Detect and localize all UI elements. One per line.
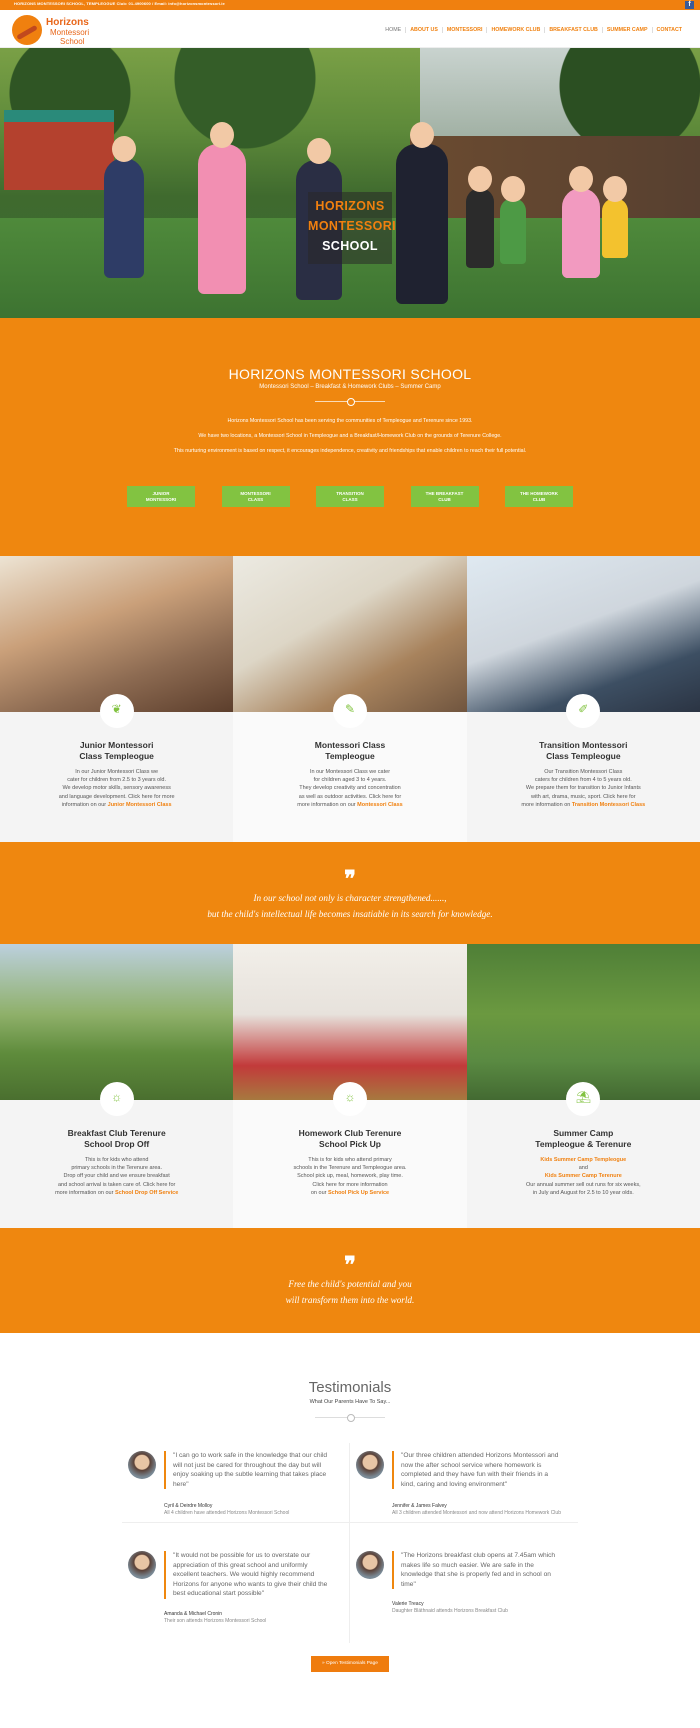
testimonial-quote: "Our three children attended Horizons Montessori and now the after school service where homework is completed and they have fun with their friends in a kind, caring and loving environment": [392, 1451, 562, 1489]
child-figure: [562, 188, 600, 278]
intro-subtitle: Montessori School – Breakfast & Homework Clubs – Summer Camp: [259, 384, 441, 390]
logo-text-school: School: [60, 37, 85, 46]
nav-homework-club[interactable]: HOMEWORK CLUB: [486, 27, 544, 33]
card-description: In our Montessori Class we cater for children aged 3 to 4 years. They develop creativity and concentration as well as outdoor activities. Click here for more information on our Montessori Class: [297, 769, 403, 808]
nav-contact[interactable]: CONTACT: [652, 27, 687, 33]
card-badge: [100, 1082, 134, 1116]
testimonial-author: Valerie Treacy Daughter Bláthnaid attends Horizons Breakfast Club: [392, 1601, 508, 1614]
quote-icon: ❞: [344, 1252, 356, 1277]
testimonial: [128, 1551, 338, 1624]
hero-title-line2: MONTESSORI: [308, 219, 397, 233]
montessori-class-button[interactable]: MONTESSORI CLASS: [222, 486, 290, 507]
outdoor-play-photo: [467, 944, 700, 1100]
card-badge: [333, 694, 367, 728]
card-breakfast-club: [0, 944, 233, 1228]
sun-icon: ☼: [111, 1090, 123, 1104]
top-info-bar: [0, 0, 700, 10]
card-badge: [333, 1082, 367, 1116]
summer-camp-templeogue-link[interactable]: Kids Summer Camp Templeogue: [540, 1157, 627, 1163]
classroom-photo: [467, 556, 700, 712]
sunset-icon: ⛱: [575, 1090, 591, 1104]
summer-camp-terenure-link[interactable]: Kids Summer Camp Terenure: [544, 1173, 622, 1180]
testimonial-author: Cyril & Deirdre Molloy All 4 children have attended Horizons Montessori School: [164, 1503, 290, 1516]
card-montessori-class: [233, 556, 466, 842]
card-description: Our Transition Montessori Class caters for children from 4 to 5 years old. We prepare them for transition to Junior Infants with art, drama, music, sport. Click here for more information on Transition Montessori Class: [521, 769, 646, 808]
intro-paragraph: We have two locations, a Montessori School in Templeogue and a Breakfast/Homework Club on the grounds of Terenure College.: [198, 433, 502, 439]
site-logo[interactable]: [12, 15, 112, 45]
transition-class-link[interactable]: Transition Montessori Class: [571, 801, 646, 808]
breakfast-club-button[interactable]: THE BREAKFAST CLUB: [411, 486, 479, 507]
program-buttons: [127, 486, 573, 507]
hero-banner: [0, 48, 700, 318]
card-title: Homework Club Terenure School Pick Up: [298, 1128, 402, 1149]
sun-logo-icon: [12, 15, 42, 45]
testimonial-author: Amanda & Michael Cronin Their son attends Horizons Montessori School: [164, 1611, 267, 1624]
nav-montessori[interactable]: MONTESSORI: [442, 27, 487, 33]
logo-text-horizons: Horizons: [46, 17, 89, 28]
child-figure: [198, 144, 246, 294]
card-title: Summer Camp Templeogue & Terenure: [535, 1128, 632, 1149]
testimonial-author: Jennifer & James Falvey All 3 children attended Montessori and now attend Horizons Homework Club: [392, 1503, 561, 1516]
card-title: Junior Montessori Class Templeogue: [79, 740, 154, 761]
school-pick-up-link[interactable]: School Pick Up Service: [327, 1189, 390, 1196]
transition-class-button[interactable]: TRANSITION CLASS: [316, 486, 384, 507]
school-drop-off-link[interactable]: School Drop Off Service: [114, 1189, 179, 1196]
avatar: [356, 1551, 384, 1579]
quote-banner: [0, 842, 700, 944]
section-divider: [315, 1417, 385, 1418]
intro-paragraph: This nurturing environment is based on respect, it encourages independence, creativity and friendships that enable children to reach their full potential.: [173, 448, 527, 454]
child-figure: [602, 198, 628, 258]
testimonials-section: [0, 1333, 700, 1728]
site-header: [0, 10, 700, 48]
hero-title-line1: HORIZONS: [315, 199, 385, 213]
card-homework-club: [233, 944, 466, 1228]
child-figure: [396, 144, 448, 304]
montessori-class-link[interactable]: Montessori Class: [357, 801, 403, 808]
section-divider: [315, 398, 385, 404]
classroom-photo: [233, 944, 466, 1100]
quote-line: but the child's intellectual life becomes insatiable in its search for knowledge.: [207, 909, 493, 919]
avatar: [356, 1451, 384, 1479]
quote-line: Free the child's potential and you: [288, 1279, 412, 1289]
card-title: Montessori Class Templeogue: [314, 740, 386, 761]
card-transition-montessori: [467, 556, 700, 842]
facebook-icon[interactable]: f: [685, 1, 694, 9]
junior-montessori-link[interactable]: Junior Montessori Class: [107, 801, 172, 808]
quote-line: In our school not only is character strengthened......,: [253, 893, 447, 903]
quote-banner: [0, 1228, 700, 1333]
nav-about-us[interactable]: ABOUT US: [405, 27, 442, 33]
testimonial-quote: "The Horizons breakfast club opens at 7.45am which makes life so much easier. We are safe in the knowledge that she is properly fed and in school on time": [392, 1551, 562, 1589]
card-junior-montessori: [0, 556, 233, 842]
intro-paragraph: Horizons Montessori School has been serving the communities of Templeogue and Terenure since 1993.: [227, 418, 473, 424]
avatar: [128, 1551, 156, 1579]
classroom-photo: [0, 556, 233, 712]
homework-club-button[interactable]: THE HOMEWORK CLUB: [505, 486, 573, 507]
card-summer-camp: [467, 944, 700, 1228]
main-nav: [381, 27, 686, 33]
quote-line: will transform them into the world.: [285, 1295, 415, 1305]
card-description: Kids Summer Camp Templeogue and Kids Summer Camp Terenure Our annual summer sell out runs for six weeks, in July and August for 2.5 to 10 year olds.: [526, 1157, 641, 1196]
card-title: Transition Montessori Class Templeogue: [539, 740, 628, 761]
card-title: Breakfast Club Terenure School Drop Off: [67, 1128, 166, 1149]
junior-montessori-button[interactable]: JUNIOR MONTESSORI: [127, 486, 195, 507]
hero-title-line3: SCHOOL: [322, 239, 378, 253]
open-testimonials-button[interactable]: » Open Testimonials Page: [311, 1656, 389, 1672]
clubs-row: [0, 944, 700, 1228]
nav-breakfast-club[interactable]: BREAKFAST CLUB: [544, 27, 602, 33]
brush-icon: ✐: [578, 702, 589, 716]
playhouse-image: [4, 110, 114, 190]
card-description: This is for kids who attend primary schools in the Terenure area. Drop off your child and we ensure breakfast and school arrival is taken care of. Click here for more information on our School Drop Off Service: [55, 1157, 179, 1196]
nav-summer-camp[interactable]: SUMMER CAMP: [602, 27, 652, 33]
classroom-photo: [233, 556, 466, 712]
contact-info: HORIZONS MONTESSORI SCHOOL, TEMPLEOGUE Club: 01-4900600 / Email: info@horizonsmontessori.ie: [14, 1, 225, 6]
child-figure: [500, 198, 526, 264]
logo-text-montessori: Montessori: [50, 28, 90, 37]
card-description: This is for kids who attend primary schools in the Terenure and Templeogue area. School pick up, meal, homework, play time. Click here for more information on our School Pick Up Service: [293, 1157, 407, 1196]
intro-title: HORIZONS MONTESSORI SCHOOL: [228, 366, 472, 382]
testimonial: [356, 1551, 566, 1621]
classes-row: [0, 556, 700, 842]
testimonials-subtitle: What Our Parents Have To Say...: [309, 1399, 391, 1405]
avatar: [128, 1451, 156, 1479]
testimonials-title: Testimonials: [308, 1379, 392, 1396]
quote-icon: ❞: [344, 866, 356, 891]
intro-section: [0, 318, 700, 556]
pencil-icon: ✎: [344, 702, 356, 716]
child-figure: [466, 188, 494, 268]
sun-icon: ☼: [344, 1090, 356, 1104]
testimonial: [356, 1451, 566, 1517]
hero-title-box: [308, 192, 397, 264]
card-badge: [100, 694, 134, 728]
testimonial-quote: "It would not be possible for us to overstate our appreciation of this great school and uniformly excellent teachers. We would highly recommend Horizons for anyone who wants to give their child the best educational start possible": [164, 1551, 334, 1599]
card-description: In our Junior Montessori Class we cater for children from 2.5 to 3 years old. We develop motor skills, sensory awareness and language development. Click here for more information on our Junior Montessori Class: [58, 769, 175, 808]
testimonial: [128, 1451, 338, 1515]
walk-photo: [0, 944, 233, 1100]
testimonial-quote: "I can go to work safe in the knowledge that our child will not just be cared for throughout the day but will enjoy soaking up the subtle learning that takes place here": [164, 1451, 334, 1489]
leaf-icon: ❦: [111, 702, 122, 716]
nav-home[interactable]: HOME: [385, 27, 402, 33]
child-figure: [104, 158, 144, 278]
